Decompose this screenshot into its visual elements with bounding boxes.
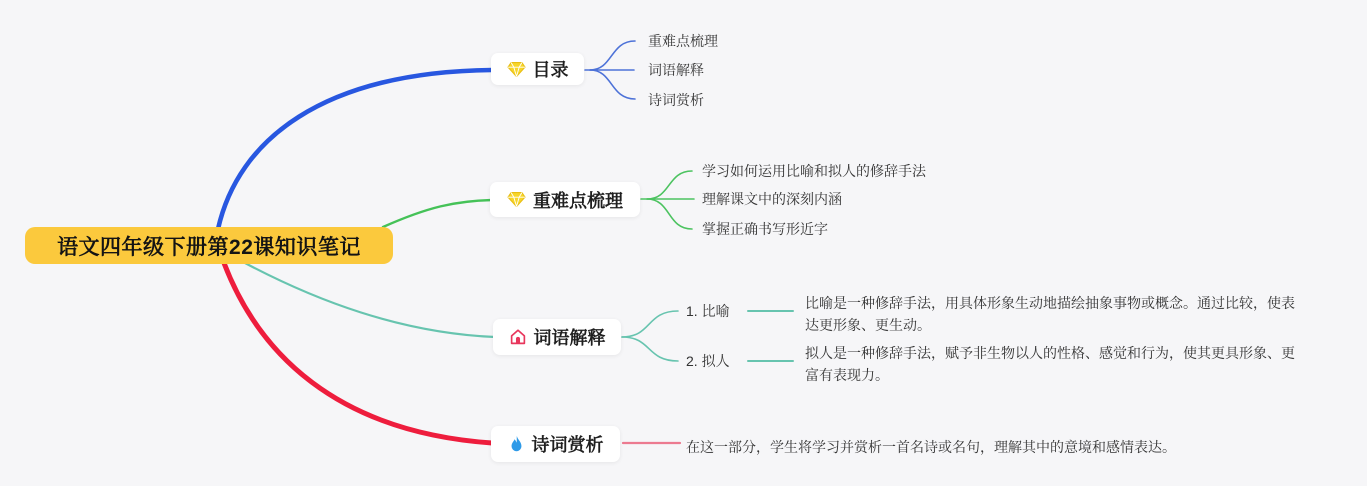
topic-keypoints[interactable] xyxy=(490,182,640,217)
poetry-desc[interactable]: 在这一部分，学生将学习并赏析一首名诗或名句，理解其中的意境和感情表达。 xyxy=(686,439,1176,455)
toc-item-3[interactable]: 诗词赏析 xyxy=(648,92,704,108)
branch-line-poetry xyxy=(224,263,492,443)
topic-toc-label: 目录 xyxy=(532,60,569,80)
toc-item-1[interactable]: 重难点梳理 xyxy=(648,33,718,49)
keypoints-item-1[interactable]: 学习如何运用比喻和拟人的修辞手法 xyxy=(702,163,926,179)
gem-icon xyxy=(507,191,526,208)
root-topic[interactable] xyxy=(25,227,393,264)
topic-vocabulary-label: 词语解释 xyxy=(533,328,606,348)
branch-line-keypoints xyxy=(383,200,492,227)
vocabulary-desc-1[interactable]: 比喻是一种修辞手法，用具体形象生动地描绘抽象事物或概念。通过比较，使表达更形象、更生动。 xyxy=(805,295,1295,333)
topic-poetry[interactable] xyxy=(491,426,620,462)
keypoints-fork-lines xyxy=(641,171,694,229)
vocabulary-term-1[interactable]: 1. 比喻 xyxy=(686,303,730,319)
house-icon xyxy=(509,328,527,346)
root-topic-label: 语文四年级下册第22课知识笔记 xyxy=(57,235,361,259)
keypoints-item-2[interactable]: 理解课文中的深刻内涵 xyxy=(702,191,842,207)
topic-keypoints-label: 重难点梳理 xyxy=(533,190,623,211)
toc-item-2[interactable]: 词语解释 xyxy=(648,62,704,78)
topic-vocabulary[interactable] xyxy=(493,319,621,355)
topic-poetry-label: 诗词赏析 xyxy=(531,435,604,455)
flame-icon xyxy=(508,435,525,454)
keypoints-item-3[interactable]: 掌握正确书写形近字 xyxy=(702,221,828,237)
vocabulary-desc-2[interactable]: 拟人是一种修辞手法，赋予非生物以人的性格、感觉和行为，使其更具形象、更富有表现力。 xyxy=(805,345,1295,383)
topic-toc[interactable] xyxy=(491,53,584,85)
vocabulary-term-2[interactable]: 2. 拟人 xyxy=(686,353,730,369)
toc-fork-lines xyxy=(585,41,635,99)
gem-icon xyxy=(507,61,526,78)
branch-line-vocabulary xyxy=(245,263,495,337)
